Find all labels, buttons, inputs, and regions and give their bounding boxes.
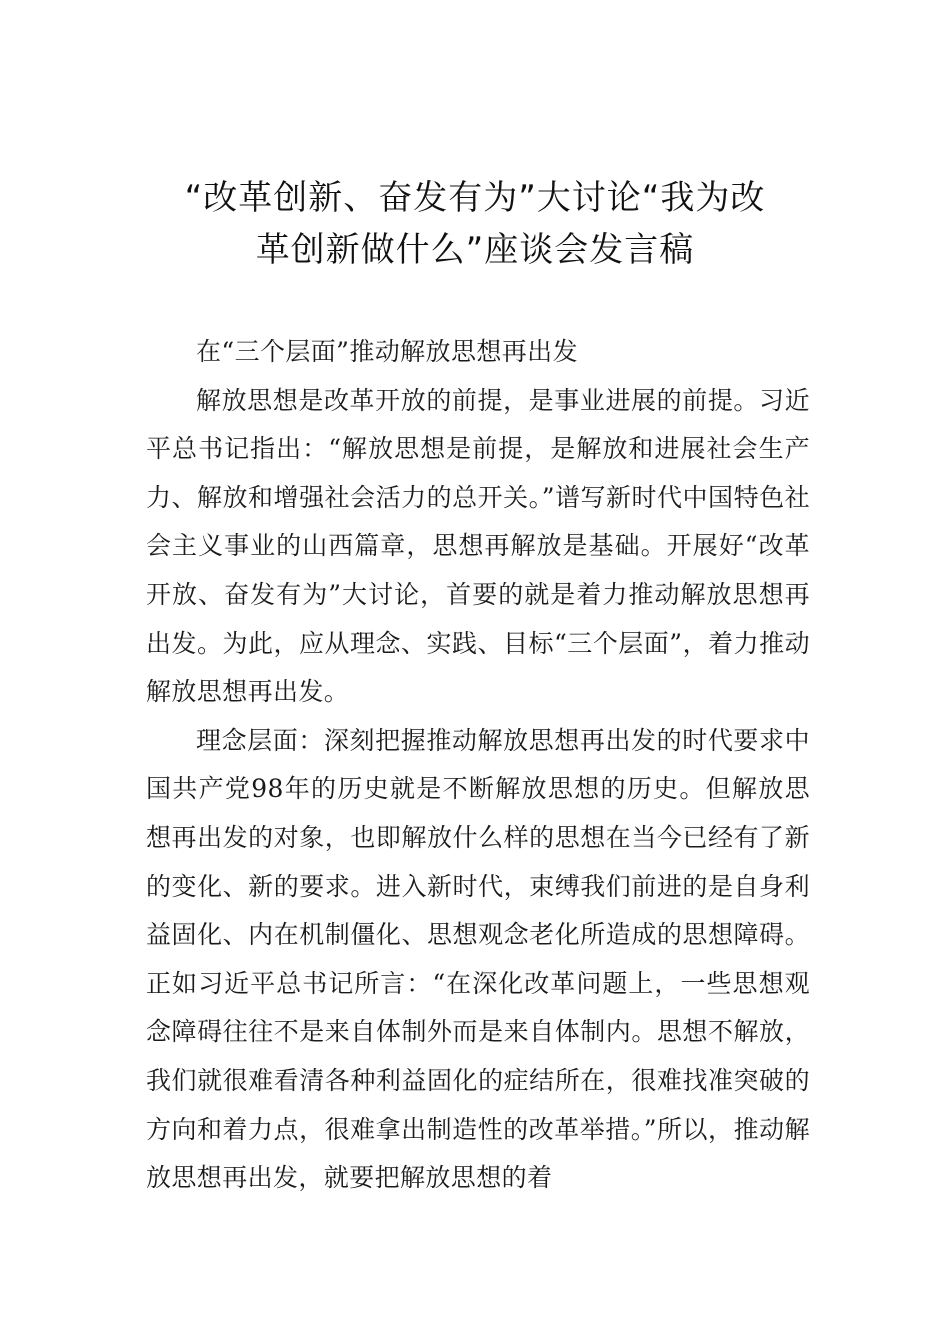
title-line-1: “改革创新、奋发有为”大讨论“我为改	[184, 178, 766, 218]
body-paragraph: 解放思想是改革开放的前提，是事业进展的前提。习近平总书记指出：“解放思想是前提，是解放和进展社会生产力、解放和增强社会活力的总开关。”谱写新时代中国特色社会主义事业的山西篇章，思想再解放是基础。开展好“改革开放、奋发有为”大讨论，首要的就是着力推动解放思想再出发。为此，应从理念、实践、目标“三个层面”，着力推动解放思想再出发。	[146, 385, 810, 707]
document-body	[146, 328, 810, 1203]
document-title	[140, 172, 810, 276]
body-paragraph: 理念层面：深刻把握推动解放思想再出发的时代要求中国共产党98年的历史就是不断解放思想的历史。但解放思想再出发的对象，也即解放什么样的思想在当今已经有了新的变化、新的要求。进入新时代，束缚我们前进的是自身利益固化、内在机制僵化、思想观念老化所造成的思想障碍。正如习近平总书记所言：“在深化改革问题上，一些思想观念障碍往往不是来自体制外而是来自体制内。思想不解放，我们就很难看清各种利益固化的症结所在，很难找准突破的方向和着力点，很难拿出制造性的改革举措。”所以，推动解放思想再出发，就要把解放思想的着	[146, 725, 810, 1193]
section-heading: 在“三个层面”推动解放思想再出发	[196, 337, 578, 366]
title-line-2: 革创新做什么”座谈会发言稿	[255, 230, 695, 270]
